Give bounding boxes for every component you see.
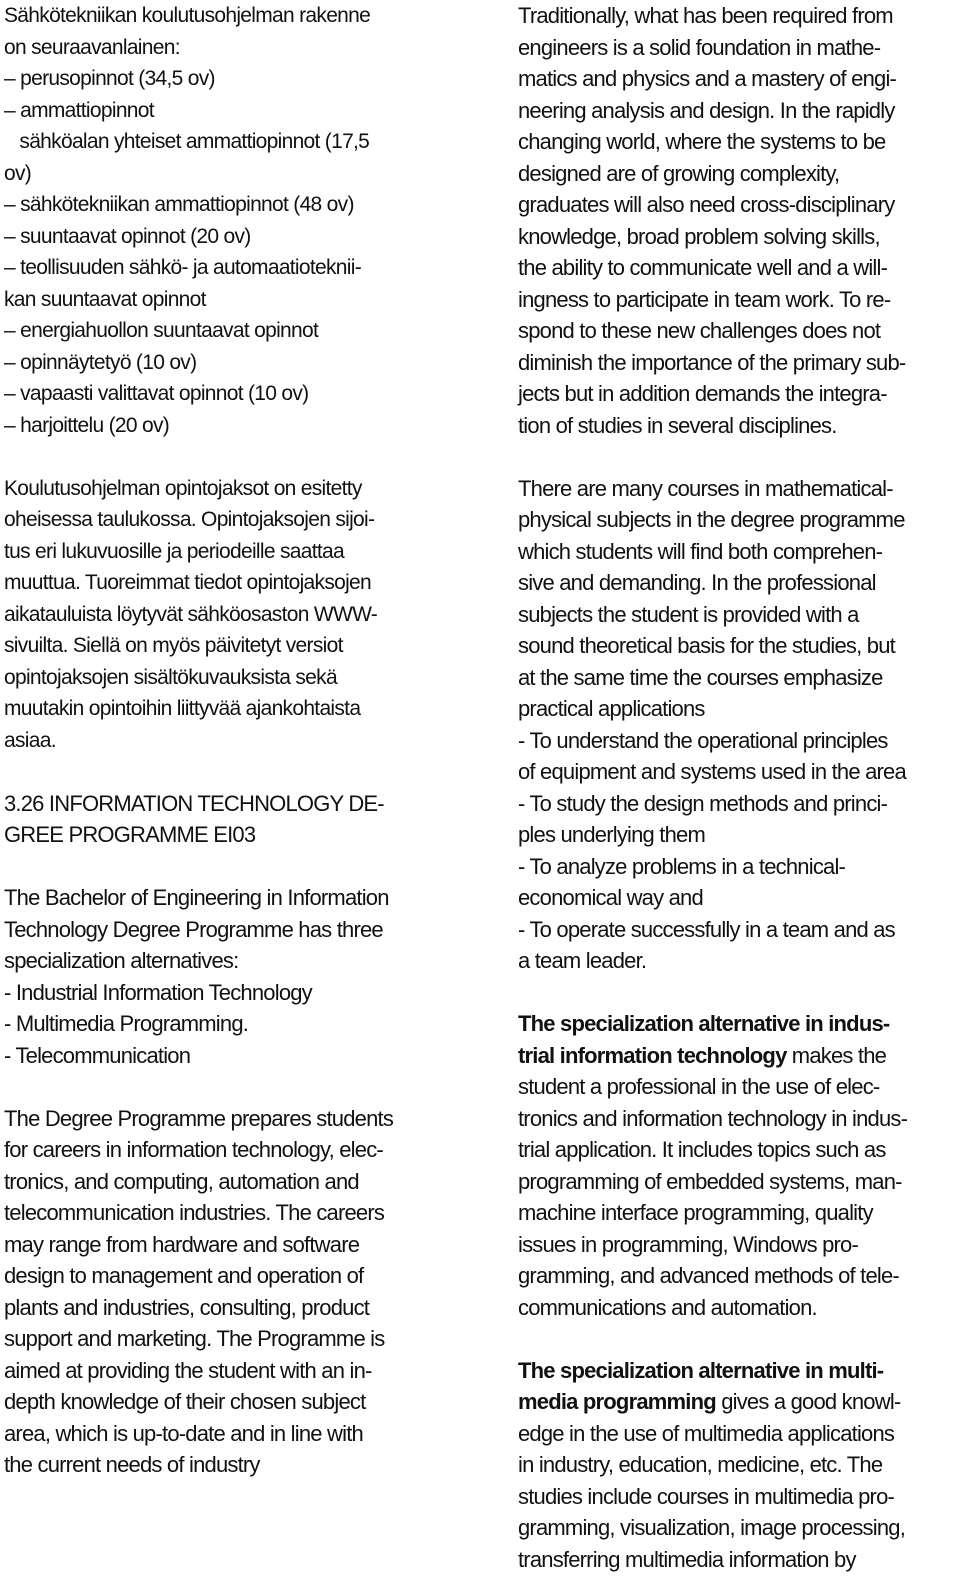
list-item: – harjoittelu (20 ov) <box>4 413 170 437</box>
text-line: gramming, visualization, image processing, <box>518 1515 906 1540</box>
list-item: – sähkötekniikan ammattiopinnot (48 ov) <box>4 193 354 216</box>
text-line: ingness to participate in team work. To re- <box>518 286 891 312</box>
text-line: Traditionally, what has been required from <box>518 3 893 28</box>
text-line: - Telecommunication <box>4 1042 191 1068</box>
text-line: spond to these new challenges does not <box>518 318 881 343</box>
text-line: muuttua. Tuoreimmat tiedot opintojaksojen <box>4 571 372 594</box>
text-line: muutakin opintoihin liittyvää ajankohtaista <box>4 697 361 720</box>
text-line: specialization alternatives: <box>4 948 239 973</box>
text-line: issues in programming, Windows pro- <box>518 1231 859 1257</box>
multimedia-paragraph <box>518 1355 958 1576</box>
text-line: edge in the use of multimedia applications <box>518 1420 895 1446</box>
text-line: at the same time the courses emphasize <box>518 664 883 690</box>
left-column <box>4 0 436 1481</box>
text-line: aimed at providing the student with an in- <box>4 1357 372 1383</box>
list-item: – suuntaavat opinnot (20 ov) <box>4 224 251 248</box>
text-line: physical subjects in the degree programme <box>518 507 905 532</box>
text-line: There are many courses in mathematical- <box>518 475 893 501</box>
text-line <box>518 1355 958 1387</box>
list-item: – ammattiopinnot <box>4 98 154 122</box>
text-line: knowledge, broad problem solving skills, <box>518 223 880 249</box>
courses-paragraph-en <box>518 473 958 977</box>
text-line: Koulutusohjelman opintojaksot on esitetty <box>4 476 362 500</box>
text-run: gives a good knowl- <box>715 1389 901 1414</box>
text-line: telecommunication industries. The careers <box>4 1200 385 1225</box>
text-line: studies include courses in multimedia pro- <box>518 1483 895 1509</box>
text-line: trial application. It includes topics such as <box>518 1137 886 1162</box>
section-heading <box>4 788 436 851</box>
text-line: engineers is a solid foundation in mathe- <box>518 34 881 60</box>
text-line: asiaa. <box>4 728 56 752</box>
text-line: practical applications <box>518 696 705 721</box>
text-line: diminish the importance of the primary sub- <box>518 349 906 375</box>
text-line: communications and automation. <box>518 1294 817 1320</box>
list-item: – vapaasti valittavat opinnot (10 ov) <box>4 382 309 405</box>
text-line: a team leader. <box>518 948 647 973</box>
text-line: graduates will also need cross-disciplinary <box>518 192 895 217</box>
text-line: - Industrial Information Technology <box>4 979 312 1005</box>
text-line: neering analysis and design. In the rapidly <box>518 97 895 123</box>
list-item: kan suuntaavat opinnot <box>4 287 206 311</box>
text-line: of equipment and systems used in the area <box>518 759 906 784</box>
text-line: sivuilta. Siellä on myös päivitetyt versiot <box>4 634 343 657</box>
text-line: on seuraavanlainen: <box>4 35 180 59</box>
heading-line: GREE PROGRAMME EI03 <box>4 822 256 847</box>
text-line: The Degree Programme prepares students <box>4 1105 394 1131</box>
text-line: tion of studies in several disciplines. <box>518 412 837 438</box>
text-line: transferring multimedia information by <box>518 1546 856 1572</box>
text-line: changing world, where the systems to be <box>518 129 886 154</box>
text-line: jects but in addition demands the integra- <box>518 381 887 406</box>
text-line: machine interface programming, quality <box>518 1200 873 1225</box>
list-item: – teollisuuden sähkö- ja automaatioteknii- <box>4 256 361 279</box>
text-line: Sähkötekniikan koulutusohjelman rakenne <box>4 4 371 27</box>
text-run: makes the <box>786 1042 887 1068</box>
text-line <box>518 1386 958 1418</box>
text-line <box>518 1040 958 1072</box>
text-line: which students will find both comprehen- <box>518 538 883 564</box>
bold-lead: media programming <box>518 1389 716 1414</box>
careers-paragraph <box>4 1103 436 1481</box>
text-line: - To study the design methods and princi- <box>518 790 888 816</box>
text-line: tus eri lukuvuosille ja periodeille saattaa <box>4 539 344 563</box>
text-line: aikatauluista löytyvät sähköosaston WWW- <box>4 602 378 626</box>
text-line: design to management and operation of <box>4 1263 364 1288</box>
heading-line: 3.26 INFORMATION TECHNOLOGY DE- <box>4 790 384 816</box>
text-line: matics and physics and a mastery of engi- <box>518 66 897 91</box>
list-item: – opinnäytetyö (10 ov) <box>4 350 197 374</box>
paragraph-gap <box>4 851 436 883</box>
paragraph-gap <box>4 1071 436 1103</box>
text-line: depth knowledge of their chosen subject <box>4 1389 366 1414</box>
text-line: programming of embedded systems, man- <box>518 1168 902 1194</box>
text-line: plants and industries, consulting, product <box>4 1294 370 1320</box>
text-line: - To operate successfully in a team and as <box>518 916 895 942</box>
list-item: – energiahuollon suuntaavat opinnot <box>4 319 319 342</box>
right-column <box>518 0 958 1575</box>
text-line: - Multimedia Programming. <box>4 1011 249 1036</box>
text-line: economical way and <box>518 885 703 910</box>
paragraph-gap <box>518 1323 958 1355</box>
text-line: - To understand the operational principles <box>518 727 888 753</box>
text-line: in industry, education, medicine, etc. The <box>518 1452 883 1477</box>
intro-paragraph <box>4 882 436 1071</box>
structure-intro <box>4 0 436 63</box>
text-line: Technology Degree Programme has three <box>4 916 383 942</box>
text-line: sive and demanding. In the professional <box>518 570 876 595</box>
text-line: the current needs of industry <box>4 1452 260 1477</box>
text-line: for careers in information technology, elec- <box>4 1137 383 1162</box>
list-item: – perusopinnot (34,5 ov) <box>4 67 215 90</box>
paragraph-gap <box>518 441 958 473</box>
text-line: student a professional in the use of elec- <box>518 1074 880 1099</box>
text-line: support and marketing. The Programme is <box>4 1326 385 1351</box>
text-line <box>518 1008 958 1040</box>
text-line: - To analyze problems in a technical- <box>518 853 846 879</box>
paragraph-gap <box>4 441 436 473</box>
text-line: area, which is up-to-date and in line with <box>4 1420 363 1446</box>
text-line: gramming, and advanced methods of tele- <box>518 1263 899 1288</box>
paragraph-gap <box>518 977 958 1009</box>
structure-list <box>4 63 436 441</box>
text-line: ples underlying them <box>518 822 706 847</box>
text-line: opintojaksojen sisältökuvauksista sekä <box>4 665 337 689</box>
bold-lead: The specialization alternative in multi- <box>518 1357 884 1383</box>
text-line: tronics, and computing, automation and <box>4 1168 359 1194</box>
bold-lead: The specialization alternative in indus- <box>518 1011 890 1036</box>
text-line: The Bachelor of Engineering in Information <box>4 885 389 910</box>
list-item: ov) <box>4 161 32 185</box>
courses-paragraph-fi <box>4 473 436 757</box>
text-line: oheisessa taulukossa. Opintojaksojen sijoi- <box>4 508 375 531</box>
list-item: sähköalan yhteiset ammattiopinnot (17,5 <box>4 130 370 153</box>
text-line: designed are of growing complexity, <box>518 160 840 186</box>
industrial-paragraph <box>518 1008 958 1323</box>
tradition-paragraph <box>518 0 958 441</box>
text-line: may range from hardware and software <box>4 1231 360 1257</box>
text-line: the ability to communicate well and a will- <box>518 255 888 280</box>
text-line: subjects the student is provided with a <box>518 601 859 627</box>
paragraph-gap <box>4 756 436 788</box>
text-line: sound theoretical basis for the studies, but <box>518 633 895 658</box>
bold-lead: trial information technology <box>518 1042 787 1068</box>
text-line: tronics and information technology in indus- <box>518 1105 908 1131</box>
